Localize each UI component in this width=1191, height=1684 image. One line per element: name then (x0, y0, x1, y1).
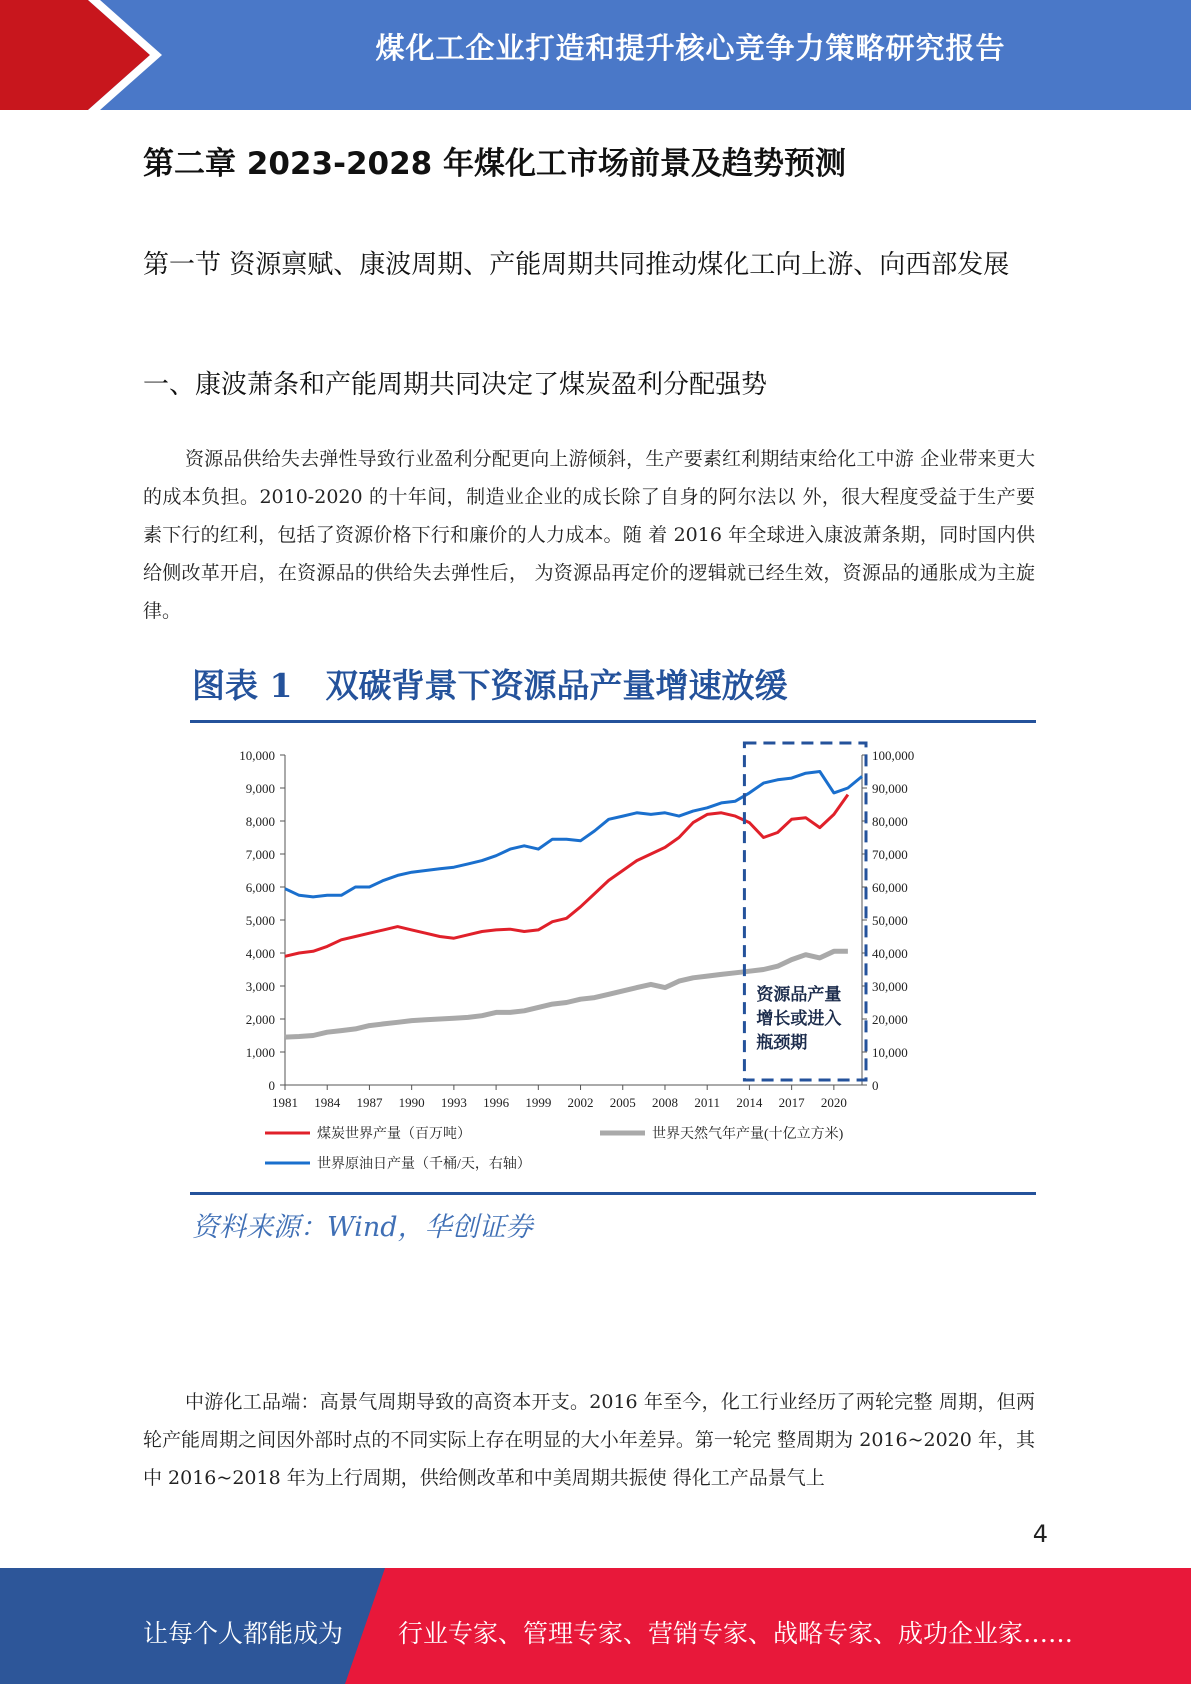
x-tick-label: 1987 (356, 1095, 383, 1110)
line-chart (180, 730, 1060, 1190)
figure-source: 资料来源：Wind，华创证券 (192, 1212, 533, 1243)
x-tick-label: 1981 (272, 1095, 298, 1110)
y-tick-label-left: 3,000 (245, 979, 275, 994)
x-tick-label: 1990 (398, 1095, 425, 1110)
page-footer (0, 1568, 1191, 1684)
series-line-1 (285, 795, 848, 957)
y-tick-label-left: 6,000 (245, 880, 275, 895)
chapter-title: 第二章 2023-2028 年煤化工市场前景及趋势预测 (143, 146, 847, 182)
figure-title: 图表 1 双碳背景下资源品产量增速放缓 (192, 666, 788, 705)
x-tick-label: 1993 (440, 1095, 467, 1110)
y-tick-label-right: 40,000 (872, 946, 908, 961)
annotation-box (744, 743, 866, 1080)
y-tick-label-left: 5,000 (245, 913, 275, 928)
y-tick-label-right: 0 (872, 1078, 879, 1093)
x-tick-label: 1984 (314, 1095, 341, 1110)
x-tick-label: 2011 (694, 1095, 720, 1110)
x-tick-label: 2002 (567, 1095, 594, 1110)
y-tick-label-left: 2,000 (245, 1012, 275, 1027)
legend-label-2: 世界天然气年产量(十亿立方米) (652, 1127, 844, 1142)
header-title: 煤化工企业打造和提升核心竞争力策略研究报告 (375, 31, 1006, 65)
figure-rule-top (190, 720, 1036, 723)
y-tick-label-right: 60,000 (872, 880, 908, 895)
x-tick-label: 1996 (483, 1095, 510, 1110)
y-tick-label-right: 30,000 (872, 979, 908, 994)
x-tick-label: 1999 (525, 1095, 552, 1110)
y-tick-label-left: 1,000 (245, 1045, 275, 1060)
x-tick-label: 2020 (820, 1095, 847, 1110)
y-tick-label-right: 10,000 (872, 1045, 908, 1060)
y-tick-label-right: 100,000 (872, 748, 915, 763)
page-number: 4 (1032, 1520, 1048, 1548)
footer-slogan-left: 让每个人都能成为 (143, 1619, 344, 1648)
footer-slogan-right: 行业专家、管理专家、营销专家、战略专家、成功企业家…… (398, 1619, 1074, 1648)
body-paragraph-2: 中游化工品端：高景气周期导致的高资本开支。2016 年至今，化工行业经历了两轮完整 周期，但两轮产能周期之间因外部时点的不同实际上存在明显的大小年差异。第一轮完 整周期为 2016~2020 年，其中 2016~2018 年为上行周期，供给侧改革和中美周期共振使 得化工产品景气上 (143, 1391, 1035, 1489)
y-tick-label-right: 20,000 (872, 1012, 908, 1027)
y-tick-label-left: 8,000 (245, 814, 275, 829)
annotation-text: 瓶颈期 (756, 1033, 808, 1052)
y-tick-label-right: 50,000 (872, 913, 908, 928)
section-title: 第一节 资源禀赋、康波周期、产能周期共同推动煤化工向上游、向西部发展 (143, 250, 1010, 280)
body-paragraph-1: 资源品供给失去弹性导致行业盈利分配更向上游倾斜，生产要素红利期结束给化工中游 企业带来更大的成本负担。2010-2020 的十年间，制造业企业的成长除了自身的阿尔法以 外，很大程度受益于生产要素下行的红利，包括了资源价格下行和廉价的人力成本。随 着 2016 年全球进入康波萧条期，同时国内供给侧改革开启，在资源品的供给失去弹性后， 为资源品再定价的逻辑就已经生效，资源品的通胀成为主旋律。 (143, 448, 1035, 622)
legend-label-1: 煤炭世界产量（百万吨） (317, 1127, 471, 1142)
y-tick-label-left: 0 (268, 1078, 275, 1093)
annotation-text: 增长或进入 (756, 1009, 842, 1028)
y-tick-label-right: 80,000 (872, 814, 908, 829)
figure-rule-bottom (190, 1192, 1036, 1195)
y-tick-label-left: 9,000 (245, 781, 275, 796)
x-tick-label: 2008 (651, 1095, 678, 1110)
legend-label-3: 世界原油日产量（千桶/天，右轴） (317, 1157, 531, 1172)
y-tick-label-right: 90,000 (872, 781, 908, 796)
page-header (0, 0, 1191, 110)
y-tick-label-left: 4,000 (245, 946, 275, 961)
x-tick-label: 2014 (736, 1095, 763, 1110)
y-tick-label-left: 10,000 (239, 748, 275, 763)
y-tick-label-left: 7,000 (245, 847, 275, 862)
annotation-text: 资源品产量 (756, 985, 842, 1004)
x-tick-label: 2005 (609, 1095, 636, 1110)
figure (180, 660, 1060, 1260)
x-tick-label: 2017 (778, 1095, 805, 1110)
subsection-title: 一、康波萧条和产能周期共同决定了煤炭盈利分配强势 (143, 370, 768, 400)
y-tick-label-right: 70,000 (872, 847, 908, 862)
header-chevron-icon (0, 0, 170, 110)
